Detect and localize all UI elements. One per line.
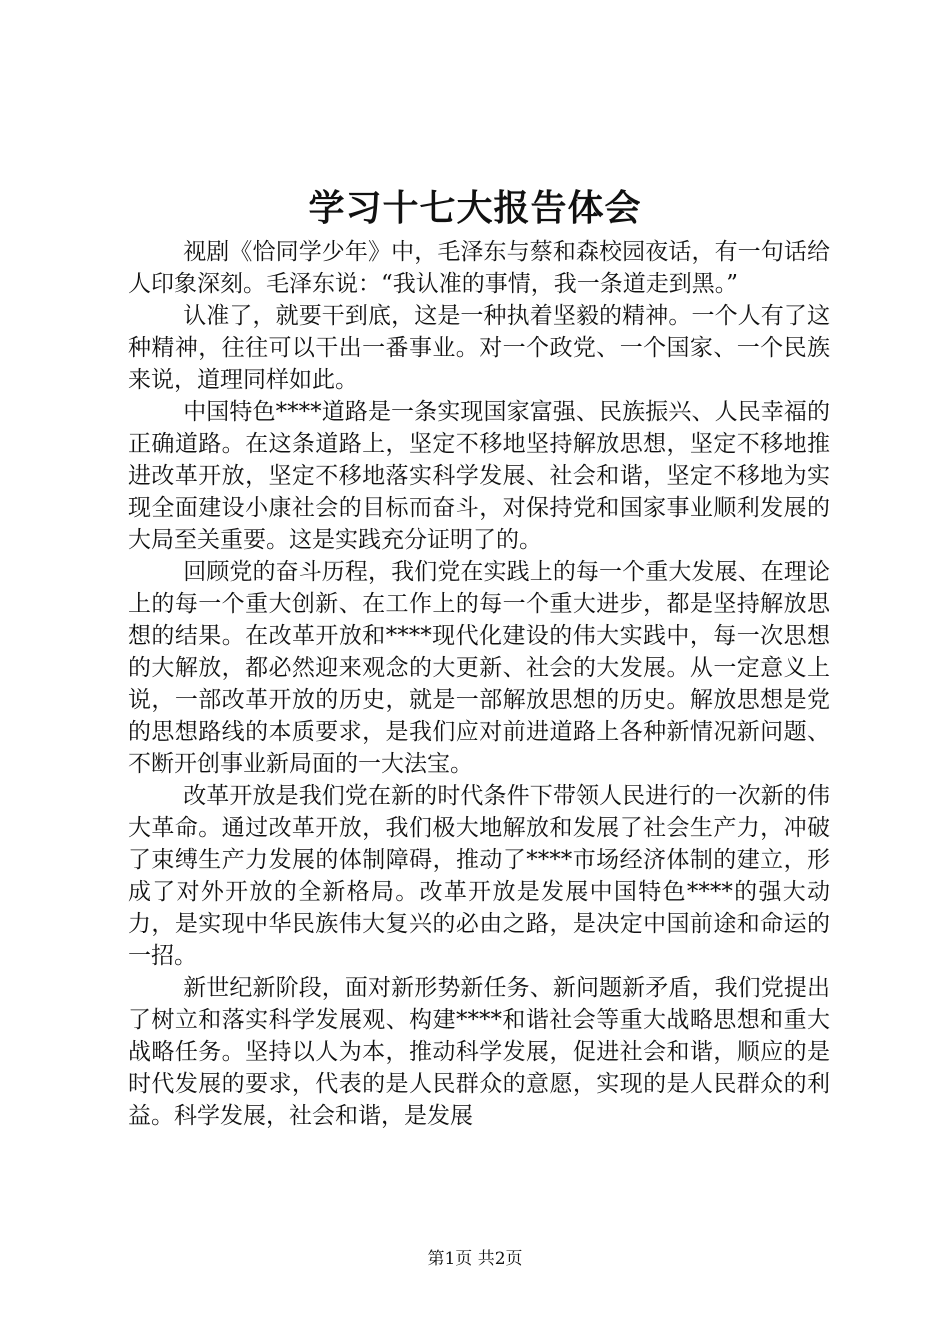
paragraph: 回顾党的奋斗历程，我们党在实践上的每一个重大发展、在理论上的每一个重大创新、在工作上的每一个重大进步，都是坚持解放思想的结果。在改革开放和****现代化建设的伟大实践中，每一次思想的大解放，都必然迎来观念的大更新、社会的大发展。从一定意义上说，一部改革开放的历史，就是一部解放思想的历史。解放思想是党的思想路线的本质要求，是我们应对前进道路上各种新情况新问题、不断开创事业新局面的一大法宝。 xyxy=(128,559,830,777)
document-title: 学习十七大报告体会 xyxy=(308,187,642,229)
paragraph: 认准了，就要干到底，这是一种执着坚毅的精神。一个人有了这种精神，往往可以干出一番事业。对一个政党、一个国家、一个民族来说，道理同样如此。 xyxy=(128,303,830,393)
page-footer: 第1页 共2页 xyxy=(427,1249,523,1269)
paragraph: 中国特色****道路是一条实现国家富强、民族振兴、人民幸福的正确道路。在这条道路上，坚定不移地坚持解放思想，坚定不移地推进改革开放，坚定不移地落实科学发展、社会和谐，坚定不移地为实现全面建设小康社会的目标而奋斗，对保持党和国家事业顺利发展的大局至关重要。这是实践充分证明了的。 xyxy=(128,399,830,553)
paragraph: 改革开放是我们党在新的时代条件下带领人民进行的一次新的伟大革命。通过改革开放，我们极大地解放和发展了社会生产力，冲破了束缚生产力发展的体制障碍，推动了****市场经济体制的建立，形成了对外开放的全新格局。改革开放是发展中国特色****的强大动力，是实现中华民族伟大复兴的必由之路，是决定中国前途和命运的一招。 xyxy=(128,783,830,969)
paragraph: 视剧《恰同学少年》中，毛泽东与蔡和森校园夜话，有一句话给人印象深刻。毛泽东说：“我认准的事情，我一条道走到黑。” xyxy=(128,239,830,297)
document-body xyxy=(128,236,830,1132)
paragraph: 新世纪新阶段，面对新形势新任务、新问题新矛盾，我们党提出了树立和落实科学发展观、构建****和谐社会等重大战略思想和重大战略任务。坚持以人为本，推动科学发展，促进社会和谐，顺应的是时代发展的要求，代表的是人民群众的意愿，实现的是人民群众的利益。科学发展，社会和谐，是发展 xyxy=(128,975,830,1129)
